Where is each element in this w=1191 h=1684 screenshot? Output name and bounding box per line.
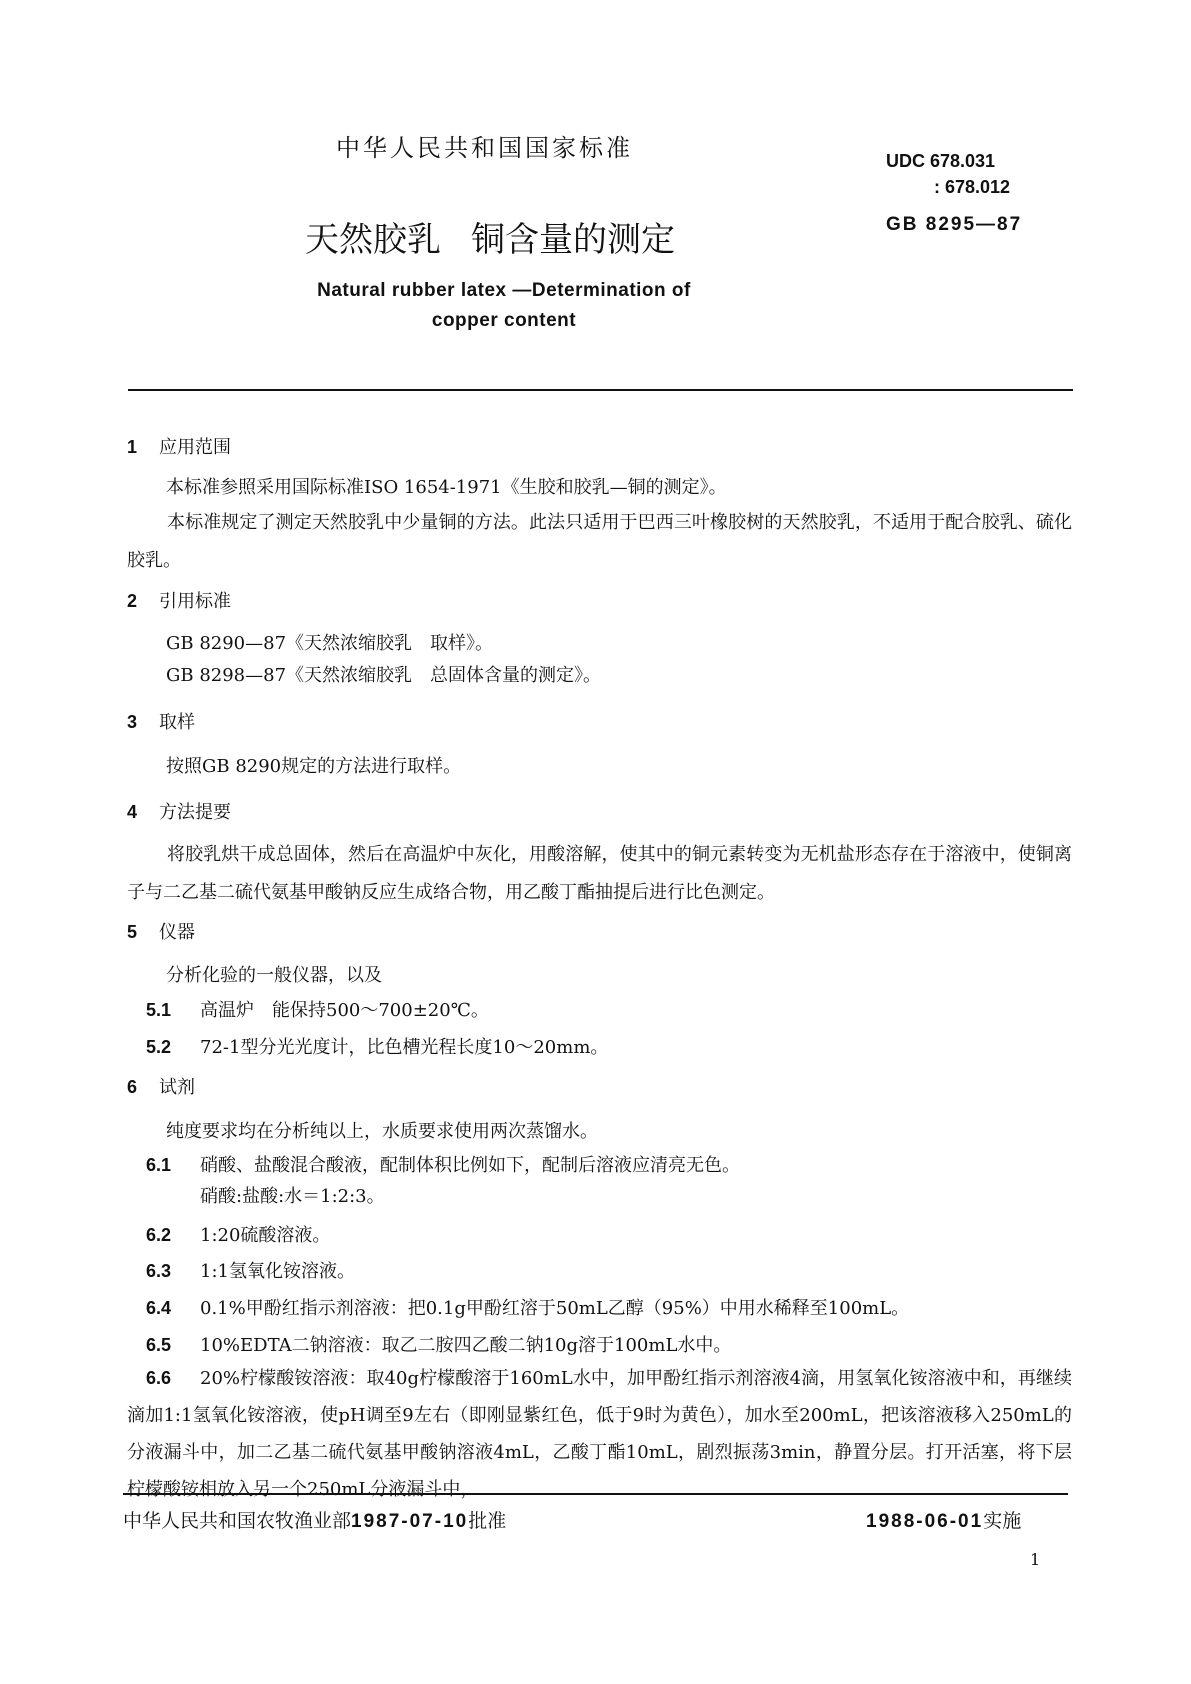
- item-text: 硝酸、盐酸混合酸液，配制体积比例如下，配制后溶液应清亮无色。: [200, 1155, 740, 1176]
- section-title: 取样: [159, 712, 195, 733]
- item-number: 6.6: [146, 1368, 172, 1388]
- udc-code: [886, 148, 1010, 200]
- title-part-1: 天然胶乳: [305, 220, 441, 260]
- item-6-5: [146, 1331, 731, 1357]
- item-6-3: [146, 1257, 355, 1283]
- item-6-6: [127, 1360, 1072, 1508]
- item-number: 6.2: [146, 1225, 172, 1245]
- section-number: 1: [127, 437, 138, 457]
- item-text: 72-1型分光光度计，比色槽光程长度10～20mm。: [200, 1037, 609, 1058]
- approval-line: [123, 1506, 506, 1533]
- item-text: 高温炉 能保持500～700±20℃。: [200, 1000, 489, 1021]
- item-text: 10%EDTA二钠溶液：取乙二胺四乙酸二钠10g溶于100mL水中。: [200, 1335, 732, 1356]
- approval-authority: 中华人民共和国农牧渔业部: [123, 1510, 352, 1532]
- effective-date: 1988-06-01: [866, 1511, 984, 1532]
- item-text: 1:1氢氧化铵溶液。: [200, 1261, 355, 1282]
- section-number: 4: [127, 802, 138, 822]
- section-3-para: 按照GB 8290规定的方法进行取样。: [166, 756, 462, 777]
- item-6-4: [146, 1294, 909, 1320]
- item-6-1: [146, 1151, 740, 1177]
- section-title: 仪器: [159, 922, 195, 943]
- effective-line: [866, 1506, 1021, 1533]
- reference-1: GB 8290—87《天然浓缩胶乳 取样》。: [166, 633, 494, 654]
- item-5-2: [146, 1033, 608, 1059]
- section-4-heading: [127, 798, 231, 824]
- item-6-2: [146, 1221, 330, 1247]
- section-5-intro: 分析化验的一般仪器，以及: [166, 965, 382, 986]
- approval-suffix: 批准: [468, 1510, 507, 1532]
- item-number: 6.4: [146, 1298, 172, 1318]
- item-number: 5.1: [146, 1000, 172, 1020]
- section-5-heading: [127, 918, 195, 944]
- item-text: 20%柠檬酸铵溶液：取40g柠檬酸溶于160mL水中，加甲酚红指示剂溶液4滴，用氢氧化铵溶液中和，再继续滴加1:1氢氧化铵溶液，使pH调至9左右（即刚显紫红色，低于9时为黄色），加水至200mL，把该溶液移入250mL的分液漏斗中，加二乙基二硫代氨基甲酸钠溶液4mL，乙酸丁酯10mL，剧烈振荡3min，静置分层。打开活塞，将下层柠檬酸铵相放入另一个250mL分液漏斗中，: [127, 1368, 1072, 1500]
- footer-divider: [123, 1493, 1068, 1495]
- section-number: 3: [127, 712, 138, 732]
- item-number: 5.2: [146, 1037, 172, 1057]
- header-divider: [128, 389, 1073, 391]
- section-title: 应用范围: [159, 437, 231, 458]
- section-4-para: 将胶乳烘干成总固体，然后在高温炉中灰化，用酸溶解，使其中的铜元素转变为无机盐形态存在于溶液中，使铜离子与二乙基二硫代氨基甲酸钠反应生成络合物，用乙酸丁酯抽提后进行比色测定。: [127, 844, 1072, 903]
- page-number: 1: [1030, 1550, 1041, 1569]
- section-2-heading: [127, 587, 231, 613]
- document-title: [305, 212, 675, 261]
- reference-2: GB 8298—87《天然浓缩胶乳 总固体含量的测定》。: [166, 665, 602, 686]
- item-number: 6.5: [146, 1335, 172, 1355]
- english-title: Natural rubber latex —Determination of copper content: [317, 280, 691, 331]
- section-number: 6: [127, 1077, 138, 1097]
- item-number: 6.1: [146, 1155, 172, 1175]
- section-title: 试剂: [159, 1077, 195, 1098]
- section-1-para-2: 本标准规定了测定天然胶乳中少量铜的方法。此法只适用于巴西三叶橡胶树的天然胶乳，不适用于配合胶乳、硫化胶乳。: [127, 512, 1072, 571]
- gb-number: GB 8295—87: [886, 214, 1023, 235]
- item-number: 6.3: [146, 1261, 172, 1281]
- section-6-intro: 纯度要求均在分析纯以上，水质要求使用两次蒸馏水。: [166, 1121, 598, 1142]
- section-1-heading: [127, 433, 231, 459]
- standard-title: 中华人民共和国国家标准: [336, 134, 633, 162]
- udc-line-2: : 678.012: [934, 177, 1011, 197]
- section-title: 方法提要: [159, 802, 231, 823]
- item-text: 1:20硫酸溶液。: [200, 1225, 331, 1246]
- section-title: 引用标准: [159, 591, 231, 612]
- item-6-1-ratio: 硝酸:盐酸:水＝1:2:3。: [200, 1186, 385, 1207]
- section-number: 2: [127, 591, 138, 611]
- section-number: 5: [127, 922, 138, 942]
- effective-suffix: 实施: [983, 1510, 1022, 1532]
- item-text: 0.1%甲酚红指示剂溶液：把0.1g甲酚红溶于50mL乙醇（95%）中用水稀释至100mL。: [200, 1298, 910, 1319]
- section-6-heading: [127, 1073, 195, 1099]
- section-3-heading: [127, 708, 195, 734]
- title-part-2: 铜含量的测定: [471, 220, 675, 260]
- section-1-para-1: 本标准参照采用国际标准ISO 1654-1971《生胶和胶乳—铜的测定》。: [166, 477, 727, 498]
- item-5-1: [146, 996, 489, 1022]
- approval-date: 1987-07-10: [351, 1511, 469, 1532]
- udc-line-1: UDC 678.031: [886, 151, 996, 171]
